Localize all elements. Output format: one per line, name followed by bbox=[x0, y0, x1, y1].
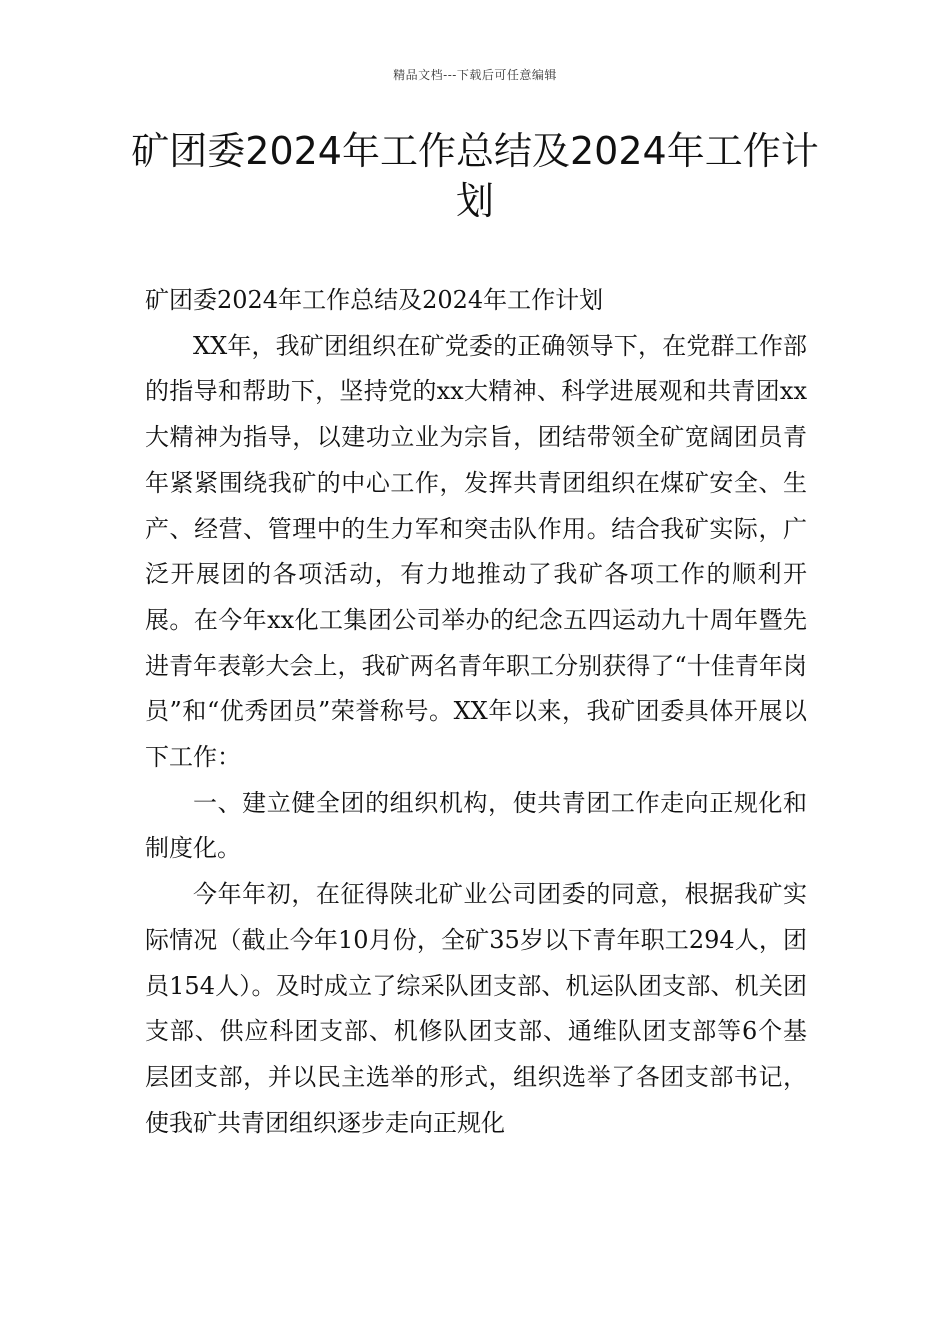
document-title: 矿团委2024年工作总结及2024年工作计划 bbox=[131, 129, 819, 223]
paragraph-intro: XX年，我矿团组织在矿党委的正确领导下，在党群工作部的指导和帮助下，坚持党的xx大精神、科学进展观和共青团xx大精神为指导，以建功立业为宗旨，团结带领全矿宽阔团员青年紧紧围绕我矿的中心工作，发挥共青团组织在煤矿安全、生产、经营、管理中的生力军和突击队作用。结合我矿实际，广泛开展团的各项活动，有力地推动了我矿各项工作的顺利开展。在今年xx化工集团公司举办的纪念五四运动九十周年暨先进青年表彰大会上，我矿两名青年职工分别获得了“十佳青年岗员”和“优秀团员”荣誉称号。XX年以来，我矿团委具体开展以下工作： bbox=[145, 331, 807, 772]
paragraph-subtitle: 矿团委2024年工作总结及2024年工作计划 bbox=[145, 286, 604, 314]
paragraph-section-heading: 一、建立健全团的组织机构，使共青团工作走向正规化和制度化。 bbox=[145, 788, 807, 863]
header-note: 精品文档---下载后可任意编辑 bbox=[393, 68, 557, 82]
document-body bbox=[145, 278, 807, 1146]
paragraph-section-body: 今年年初，在征得陕北矿业公司团委的同意，根据我矿实际情况（截止今年10月份，全矿35岁以下青年职工294人，团员154人）。及时成立了综采队团支部、机运队团支部、机关团支部、供应科团支部、机修队团支部、通维队团支部等6个基层团支部，并以民主选举的形式，组织选举了各团支部书记，使我矿共青团组织逐步走向正规化 bbox=[145, 880, 807, 1137]
